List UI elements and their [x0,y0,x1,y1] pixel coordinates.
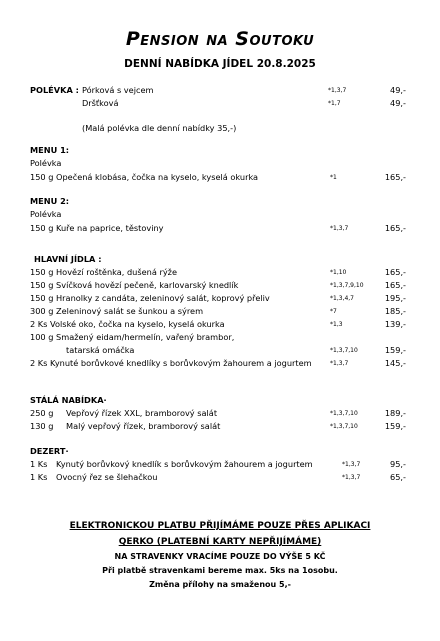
menu-item-name: Dršťková [82,98,119,108]
menu-item-qty: 1 Ks [30,472,48,482]
menu-item-name: 2 Ks Volské oko, čočka na kyselo, kyselá okurka [30,319,225,329]
menu-item-price: 165,- [384,267,406,277]
menu-item-allergens: *1,3,7 [330,225,349,232]
side-dish-notice: Změna přílohy na smaženou 5,- [149,580,291,589]
payment-notice: ELEKTRONICKOU PLATBU PŘIJÍMÁME POUZE PŘES APLIKACI [69,521,371,531]
menu-item-price: 95,- [390,459,406,469]
menu-item-allergens: *1,10 [330,269,347,276]
menu-item-price: 49,- [390,98,406,108]
soup-note: (Malá polévka dle denní nabídky 35,-) [82,123,237,133]
menu-item-qty: 130 g [30,421,54,431]
menu-item-name: 2 Ks Kynuté borůvkové knedlíky s borůvkovým žahourem a jogurtem [30,358,312,368]
menu-item-price: 159,- [384,345,406,355]
menu-item-name: 150 g Svíčková hovězí pečeně, karlovarský knedlík [30,280,239,290]
menu-item-allergens: *1,3,4,7 [330,295,354,302]
menu-item-price: 159,- [384,421,406,431]
section-label-polevka: POLÉVKA : [30,85,79,95]
section-label-dezert: DEZERT· [30,446,69,456]
menu-item-price: 49,- [390,85,406,95]
menu-item-name: Vepřový řízek XXL, bramborový salát [66,408,218,418]
menu-item-allergens: *1,3,7,10 [330,423,358,430]
menu-item-allergens: *1,3,7 [330,360,349,367]
menu-item-price: 165,- [384,223,406,233]
menu-item-name: 150 g Kuře na paprice, těstoviny [30,223,164,233]
payment-notice-2: QERKO (PLATEBNÍ KARTY NEPŘIJÍMÁME) [118,537,322,547]
menu-item-name: Pórková s vejcem [82,85,154,95]
menu-item-price: 145,- [384,358,406,368]
menu-item-name: Malý vepřový řízek, bramborový salát [66,421,221,431]
menu-item-price: 189,- [384,408,406,418]
menu-item-price: 195,- [384,293,406,303]
menu-item-allergens: *1,7 [328,100,341,107]
menu-item-allergens: *1,3,7,10 [330,347,358,354]
voucher-notice: NA STRAVENKY VRACÍME POUZE DO VÝŠE 5 KČ [114,552,326,561]
menu-item-price: 165,- [384,172,406,182]
menu-item-qty: 250 g [30,408,54,418]
menu-item-allergens: *1,3 [330,321,343,328]
page-title: Pension na Soutoku [125,28,315,50]
section-label-stala: STÁLÁ NABÍDKA· [30,395,107,405]
menu-item-allergens: *7 [330,308,337,315]
section-label-menu2: MENU 2: [30,196,70,206]
menu-item-qty: 1 Ks [30,459,48,469]
menu-item-allergens: *1 [330,174,337,181]
menu-item-name: 300 g Zeleninový salát se šunkou a sýrem [30,306,204,316]
menu-item-price: 139,- [384,319,406,329]
voucher-limit-notice: Při platbě stravenkami bereme max. 5ks na 1osobu. [102,566,338,575]
menu-item-name: 150 g Hovězí roštěnka, dušená rýže [30,267,178,277]
menu2-soup: Polévka [30,209,62,219]
menu-item-name: 100 g Smažený eidam/hermelín, vařený brambor, [30,332,235,342]
menu-item-price: 65,- [390,472,406,482]
section-label-menu1: MENU 1: [30,145,70,155]
menu-item-name: Kynutý borůvkový knedlík s borůvkovým žahourem a jogurtem [56,459,313,469]
menu-item-allergens: *1,3,7 [342,461,361,468]
menu-item-allergens: *1,3,7 [342,474,361,481]
menu-item-price: 185,- [384,306,406,316]
menu-item-allergens: *1,3,7 [328,87,347,94]
menu-item-name: 150 g Hranolky z candáta, zeleninový salát, koprový přeliv [30,293,270,303]
menu-item-name-cont: tatarská omáčka [66,345,135,355]
section-label-hlavni: HLAVNÍ JÍDLA : [34,254,102,264]
menu1-soup: Polévka [30,158,62,168]
menu-item-price: 165,- [384,280,406,290]
menu-item-allergens: *1,3,7,10 [330,410,358,417]
menu-item-allergens: *1,3,7,9,10 [330,282,364,289]
page-subtitle: DENNÍ NABÍDKA JÍDEL 20.8.2025 [124,58,316,70]
menu-item-name: Ovocný řez se šlehačkou [56,472,158,482]
menu-item-name: 150 g Opečená klobása, čočka na kyselo, kyselá okurka [30,172,259,182]
